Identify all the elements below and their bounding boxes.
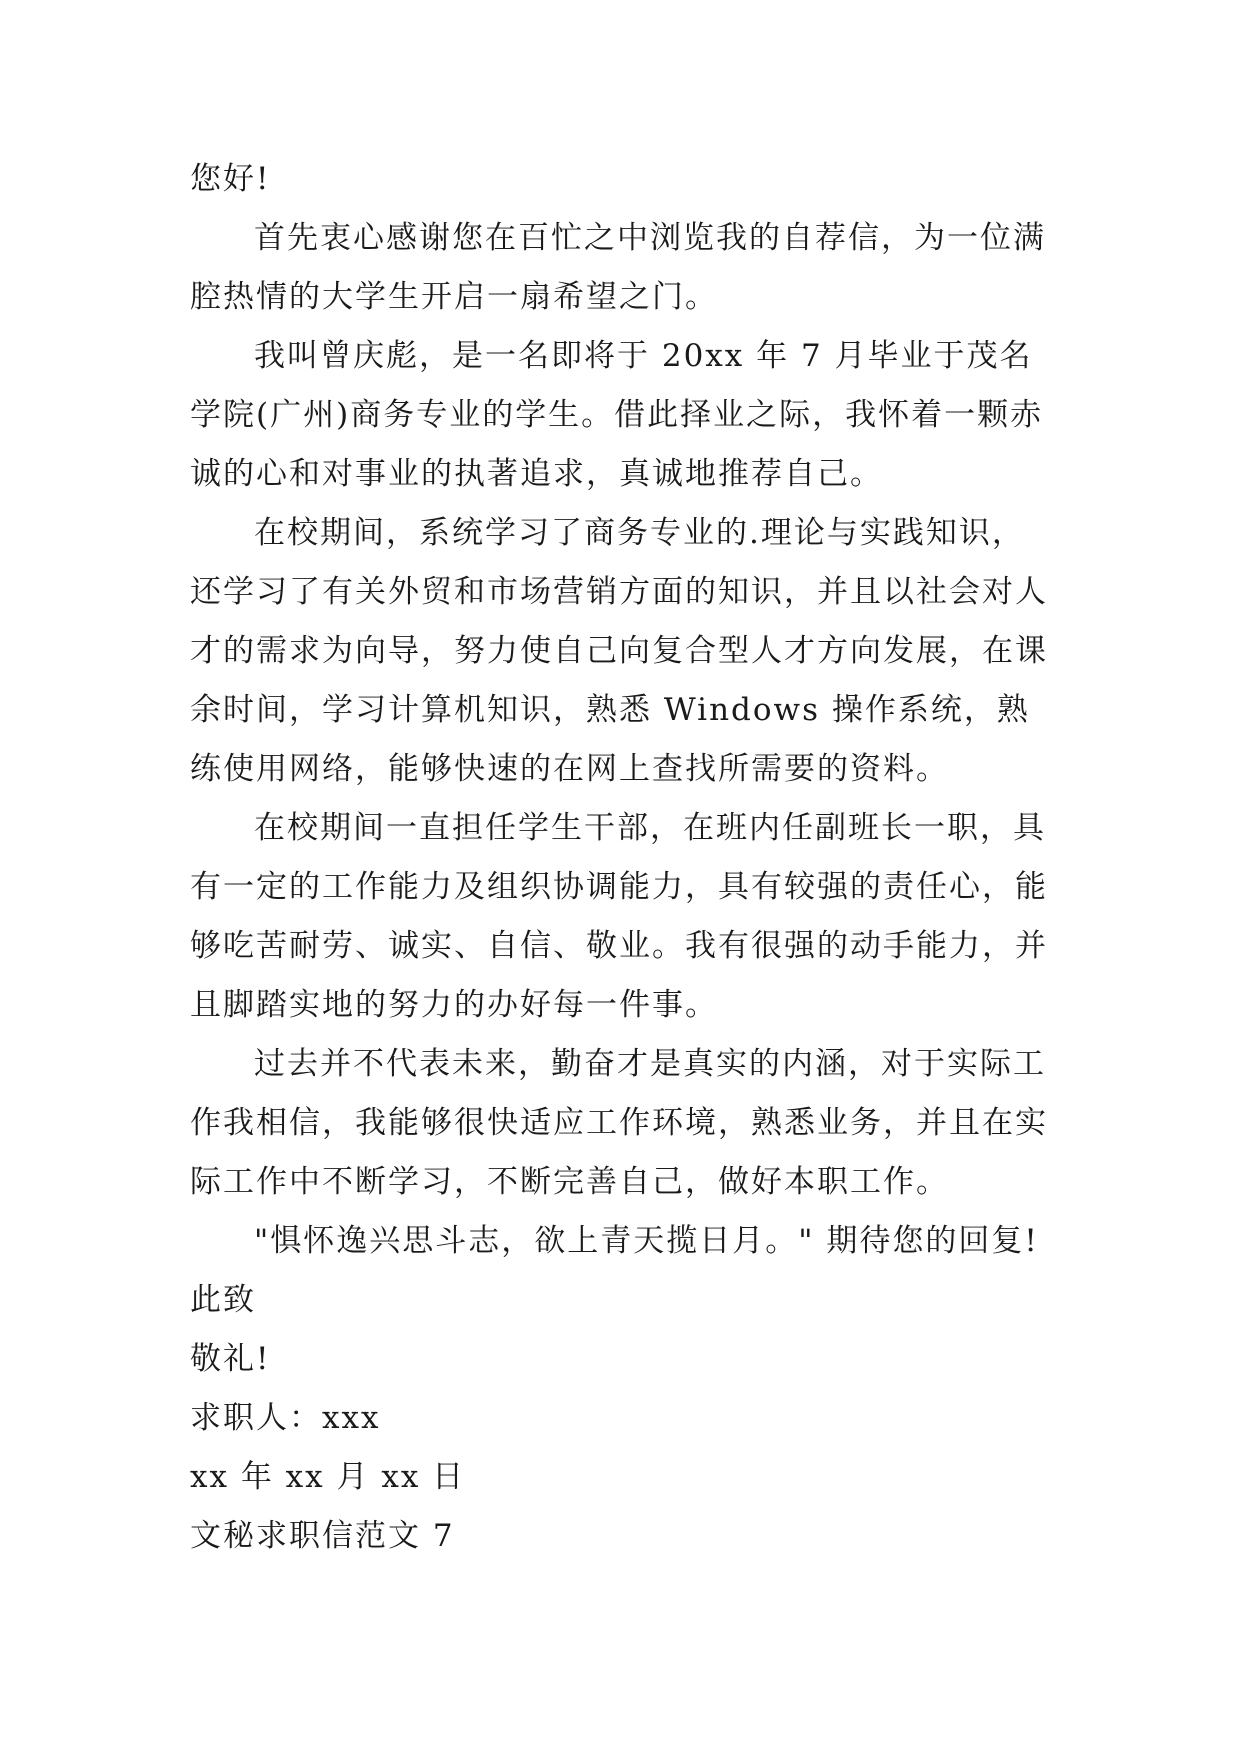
letter-paragraph: 在校期间，系统学习了商务专业的.理论与实践知识，还学习了有关外贸和市场营销方面的知识，并且以社会对人才的需求为向导，努力使自己向复合型人才方向发展，在课余时间，学习计算机知识，熟悉 Windows 操作系统，熟练使用网络，能够快速的在网上查找所需要的资料。 [190, 515, 1048, 787]
letter-closing-regards: 敬礼! [190, 1341, 271, 1377]
letter-signature: 求职人：xxx [190, 1400, 381, 1436]
letter-closing-salutation: 此致 [190, 1282, 256, 1318]
letter-paragraph: 首先衷心感谢您在百忙之中浏览我的自荐信，为一位满腔热情的大学生开启一扇希望之门。 [190, 220, 1046, 315]
letter-paragraph: 我叫曾庆彪，是一名即将于 20xx 年 7 月毕业于茂名学院(广州)商务专业的学生。借此择业之际，我怀着一颗赤诚的心和对事业的执著追求，真诚地推荐自己。 [190, 338, 1044, 492]
letter-paragraph: 在校期间一直担任学生干部，在班内任副班长一职，具有一定的工作能力及组织协调能力，具有较强的责任心，能够吃苦耐劳、诚实、自信、敬业。我有很强的动手能力，并且脚踏实地的努力的办好每一件事。 [190, 810, 1048, 1023]
next-section-heading: 文秘求职信范文 7 [190, 1518, 455, 1554]
letter-paragraph: "惧怀逸兴思斗志，欲上青天揽日月。" 期待您的回复! [254, 1223, 1039, 1259]
letter-body [190, 150, 1052, 1566]
letter-date: xx 年 xx 月 xx 日 [190, 1459, 466, 1495]
letter-paragraph: 过去并不代表未来，勤奋才是真实的内涵，对于实际工作我相信，我能够很快适应工作环境，熟悉业务，并且在实际工作中不断学习，不断完善自己，做好本职工作。 [190, 1046, 1048, 1200]
letter-greeting: 您好! [190, 161, 271, 197]
